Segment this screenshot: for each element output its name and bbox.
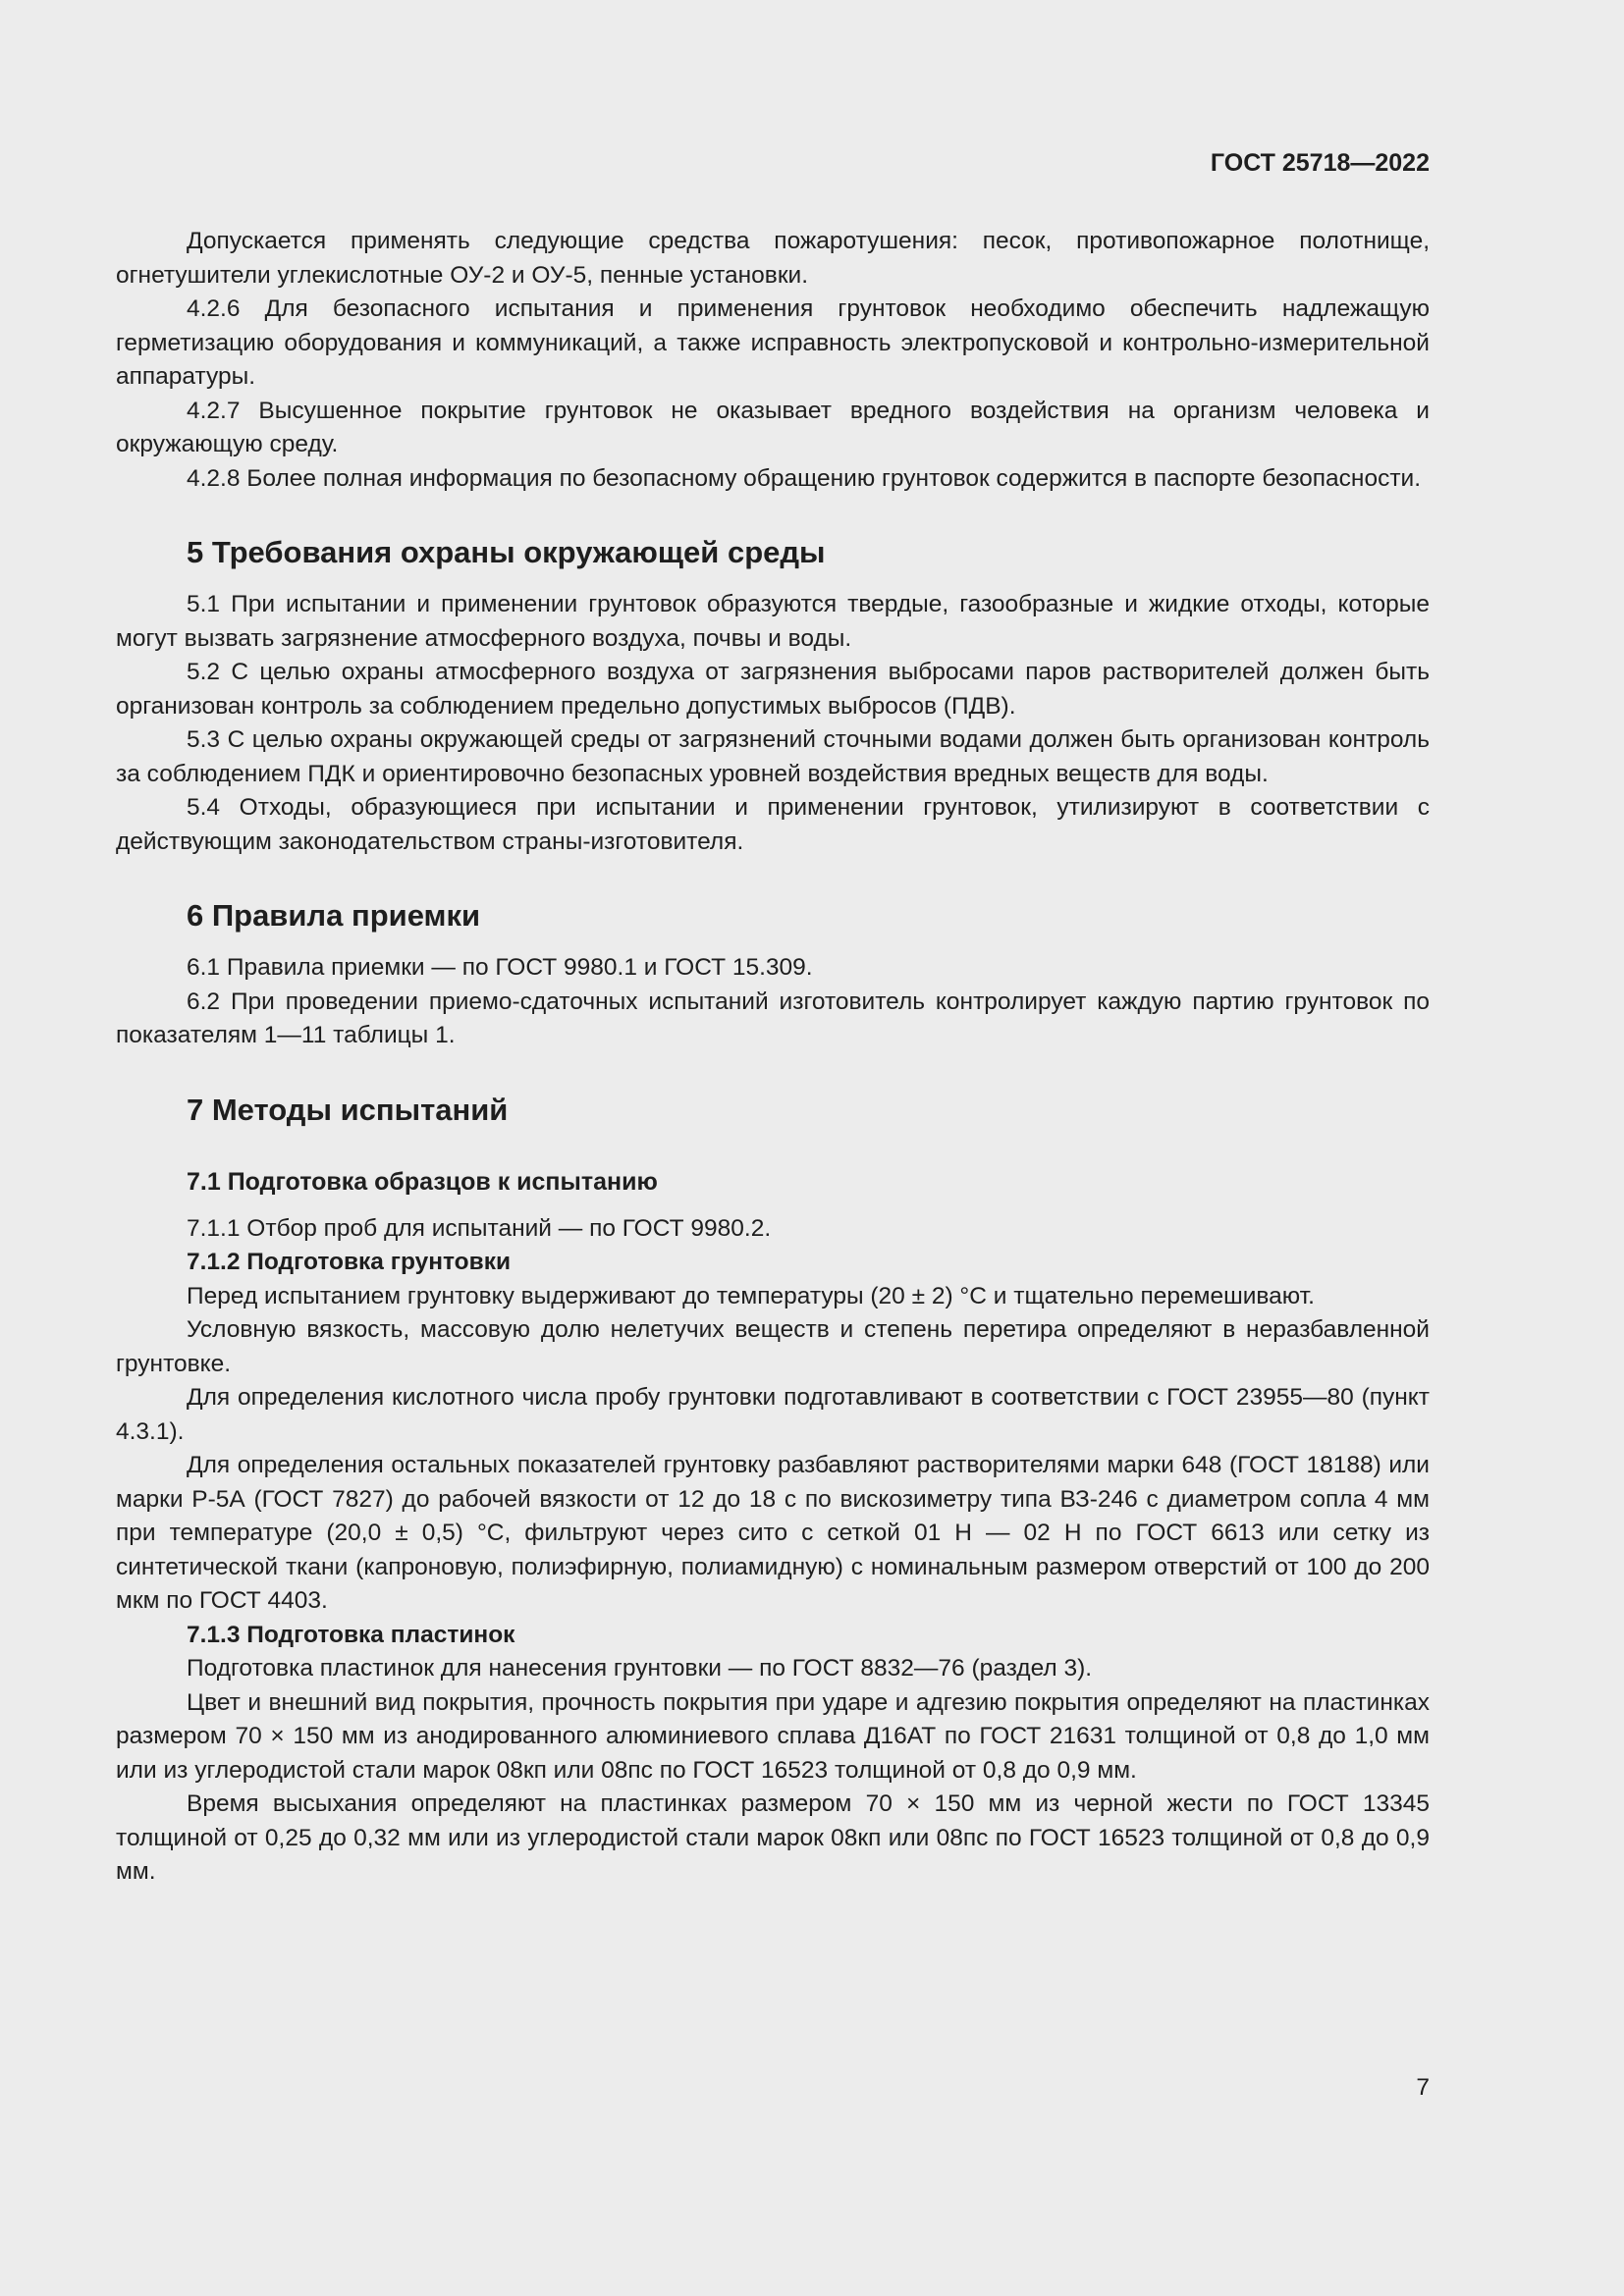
paragraph-firefighting-means: Допускается применять следующие средства пожаротушения: песок, противопожарное полотнище, огнетушители углекислотные ОУ-2 и ОУ-5, пенные установки. [116,228,1430,289]
section-6-heading: 6 Правила приемки [187,898,481,933]
subsection-7-1-2-heading: 7.1.2 Подготовка грунтовки [187,1249,512,1275]
subsection-7-1-heading: 7.1 Подготовка образцов к испытанию [187,1167,658,1196]
section-7-heading: 7 Методы испытаний [187,1092,509,1127]
section-5-heading: 5 Требования охраны окружающей среды [187,535,826,569]
paragraph-4-2-6: 4.2.6 Для безопасного испытания и применения грунтовок необходимо обеспечить надлежащую герметизацию оборудования и коммуникаций, а также исправность электропусковой и контрольно-измерительной аппаратуры. [116,295,1430,390]
paragraph-7-1-2-c: Для определения кислотного числа пробу грунтовки подготавливают в соответствии с ГОСТ 23955—80 (пункт 4.3.1). [116,1384,1430,1445]
paragraph-4-2-7: 4.2.7 Высушенное покрытие грунтовок не оказывает вредного воздействия на организм человека и окружающую среду. [116,397,1430,457]
paragraph-7-1-2-d: Для определения остальных показателей грунтовку разбавляют растворителями марки 648 (ГОСТ 18188) или марки Р-5А (ГОСТ 7827) до рабочей вязкости от 12 до 18 с по вискозиметру типа ВЗ-246 с диаметром сопла 4 мм при температуре (20,0 ± 0,5) °С, фильтруют через сито с сеткой 01 Н — 02 Н по ГОСТ 6613 или сетку из синтетической ткани (капроновую, полиэфирную, полиамидную) с номинальным размером отверстий от 100 до 200 мкм по ГОСТ 4403. [116,1452,1430,1614]
paragraph-7-1-2-b: Условную вязкость, массовую долю нелетучих веществ и степень перетира определяют в неразбавленной грунтовке. [116,1316,1430,1377]
paragraph-7-1-3-b: Цвет и внешний вид покрытия, прочность покрытия при ударе и адгезию покрытия определяют на пластинках размером 70 × 150 мм из анодированного алюминиевого сплава Д16АТ по ГОСТ 21631 толщиной от 0,8 до 1,0 мм или из углеродистой стали марок 08кп или 08пс по ГОСТ 16523 толщиной от 0,8 до 0,9 мм. [116,1688,1430,1784]
paragraph-7-1-3-a: Подготовка пластинок для нанесения грунтовки — по ГОСТ 8832—76 (раздел 3). [187,1655,1093,1682]
paragraph-7-1-3-c: Время высыхания определяют на пластинках размером 70 × 150 мм из черной жести по ГОСТ 13345 толщиной от 0,25 до 0,32 мм или из углеродистой стали марок 08кп или 08пс по ГОСТ 16523 толщиной от 0,8 до 0,9 мм. [116,1790,1430,1885]
page-content [116,225,1430,1890]
paragraph-6-2: 6.2 При проведении приемо-сдаточных испытаний изготовитель контролирует каждую партию грунтовок по показателям 1—11 таблицы 1. [116,988,1430,1048]
page-number: 7 [1416,2074,1430,2101]
paragraph-6-1: 6.1 Правила приемки — по ГОСТ 9980.1 и ГОСТ 15.309. [187,954,813,981]
paragraph-5-1: 5.1 При испытании и применении грунтовок образуются твердые, газообразные и жидкие отходы, которые могут вызвать загрязнение атмосферного воздуха, почвы и воды. [116,591,1430,652]
paragraph-7-1-2-a: Перед испытанием грунтовку выдерживают до температуры (20 ± 2) °С и тщательно перемешивают. [187,1282,1315,1309]
document-code: ГОСТ 25718—2022 [1210,149,1430,177]
paragraph-5-2: 5.2 С целью охраны атмосферного воздуха от загрязнения выбросами паров растворителей должен быть организован контроль за соблюдением предельно допустимых выбросов (ПДВ). [116,659,1430,720]
paragraph-5-3: 5.3 С целью охраны окружающей среды от загрязнений сточными водами должен быть организован контроль за соблюдением ПДК и ориентировочно безопасных уровней воздействия вредных веществ для воды. [116,726,1430,787]
paragraph-5-4: 5.4 Отходы, образующиеся при испытании и применении грунтовок, утилизируют в соответствии с действующим законодательством страны-изготовителя. [116,794,1430,855]
paragraph-4-2-8: 4.2.8 Более полная информация по безопасному обращению грунтовок содержится в паспорте безопасности. [187,464,1422,492]
subsection-7-1-3-heading: 7.1.3 Подготовка пластинок [187,1621,515,1648]
paragraph-7-1-1: 7.1.1 Отбор проб для испытаний — по ГОСТ 9980.2. [187,1214,772,1242]
